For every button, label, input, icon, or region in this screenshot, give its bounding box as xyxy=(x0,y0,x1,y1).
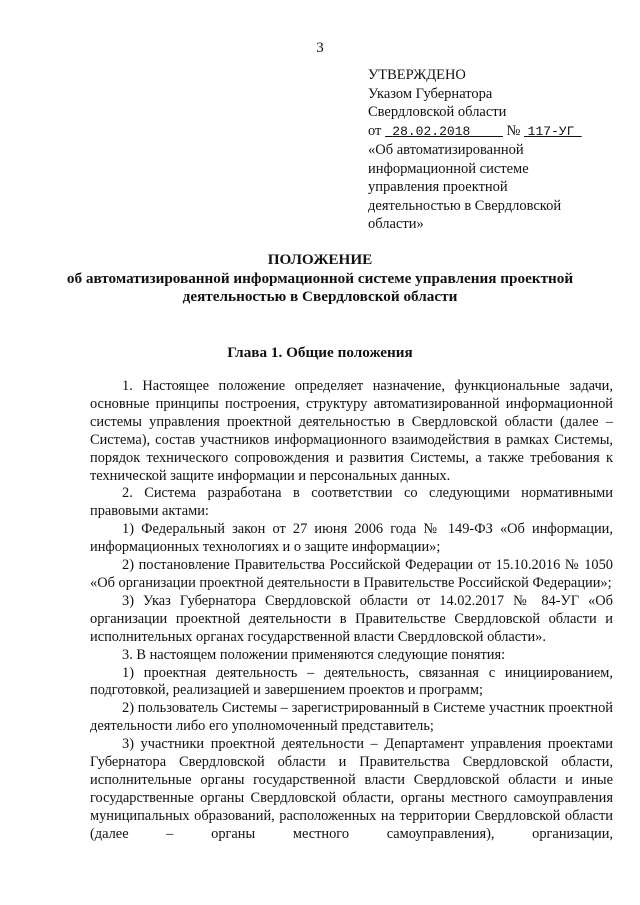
paragraph: 2. Система разработана в соответствии со следующими нормативными правовыми актами: xyxy=(90,485,613,520)
title-subheading: об автоматизированной информационной системе управления проектной деятельностью в Свердловской области xyxy=(66,269,574,305)
approval-stamp xyxy=(368,66,628,234)
paragraph: 2) постановление Правительства Российской Федерации от 15.10.2016 № 1050 «Об организации проектной деятельности в Правительстве Российской Федерации»; xyxy=(90,557,613,591)
approval-subject-line: информационной системе xyxy=(368,160,529,177)
approval-line-1: Указом Губернатора xyxy=(368,85,493,102)
approval-subject-line: деятельностью в Свердловской xyxy=(368,197,562,214)
chapter-heading: Глава 1. Общие положения xyxy=(227,344,413,361)
paragraph: 1. Настоящее положение определяет назначение, функциональные задачи, основные принципы построения, структуру автоматизированной информационной системы управления проектной деятельностью в Свердловской области (далее – Система), состав участников информационного взаимодействия в рамках Системы, порядок технического сопровождения и развития Системы, а также требования к технической защите информации и персональных данных. xyxy=(90,378,613,484)
paragraph: 1) Федеральный закон от 27 июня 2006 года № 149-ФЗ «Об информации, информационных технологиях и о защите информации»; xyxy=(90,521,613,556)
paragraph: 3) участники проектной деятельности – Департамент управления проектами Губернатора Свердловской области и Правительства Свердловской области, исполнительные органы государственной власти Свердловской области и иные государственные органы Свердловской области, органы местного самоуправления муниципальных образований, расположенных на территории Свердловской области (далее – органы местного самоуправления), организации, xyxy=(90,736,613,842)
approval-number: 117-УГ xyxy=(527,123,575,139)
approval-subject-line: области» xyxy=(368,216,424,232)
approval-subject-line: «Об автоматизированной xyxy=(368,142,524,158)
approval-date: 28.02.2018 xyxy=(392,123,471,139)
paragraph: 3) Указ Губернатора Свердловской области от 14.02.2017 № 84-УГ «Об организации проектной деятельности в Правительстве Свердловской области и исполнительных органах государственной власти Свердловской области». xyxy=(90,592,613,645)
paragraph: 3. В настоящем положении применяются следующие понятия: xyxy=(122,646,506,663)
approval-subject-line: управления проектной xyxy=(368,179,508,195)
document-title xyxy=(60,251,580,307)
title-heading: ПОЛОЖЕНИЕ xyxy=(267,251,373,268)
approval-line-2: Свердловской области xyxy=(368,104,507,120)
paragraph: 2) пользователь Системы – зарегистрированный в Системе участник проектной деятельности либо его уполномоченный представитель; xyxy=(90,700,613,735)
approval-date-number-line xyxy=(368,122,628,142)
approval-number-label: № xyxy=(506,122,521,139)
page-number: 3 xyxy=(316,40,324,56)
paragraph: 1) проектная деятельность – деятельность, связанная с инициированием, подготовкой, реализацией и завершением проектов и программ; xyxy=(90,664,613,699)
approval-from-label: от xyxy=(368,122,382,139)
document-body xyxy=(90,378,613,844)
approval-heading: УТВЕРЖДЕНО xyxy=(368,67,466,83)
